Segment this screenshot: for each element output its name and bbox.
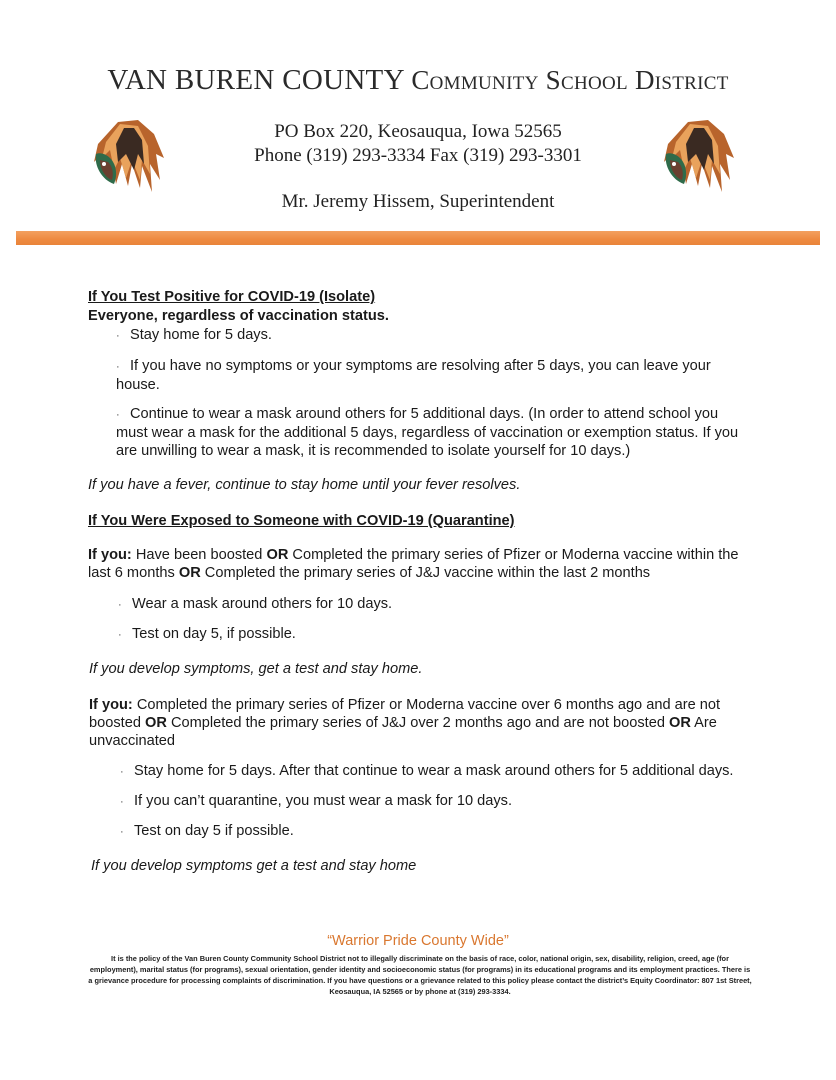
criteria-or: OR (178, 565, 201, 581)
criteria-or: OR (669, 715, 691, 731)
bullet-dot-icon: · (118, 599, 122, 611)
bullet-dot-icon: · (118, 629, 122, 641)
criteria-text: Completed the primary series of J&J vaccine within the last 2 months (200, 565, 651, 581)
fever-note: If you have a fever, continue to stay home until your fever resolves. (88, 477, 521, 493)
criteria-text: Completed the primary series of Pfizer or Moderna vaccine within the last 6 months (88, 547, 739, 581)
criteria-lead: If you: (89, 697, 133, 713)
district-title (0, 64, 836, 97)
list-item (116, 405, 752, 460)
warrior-head-icon (658, 114, 734, 196)
list-item (118, 595, 738, 614)
list-item (120, 792, 760, 811)
bullet-dot-icon: · (120, 766, 124, 778)
bullet-dot-icon: · (120, 796, 124, 808)
criteria-or: OR (145, 715, 167, 731)
positive-heading: If You Test Positive for COVID-19 (Isolate) (88, 289, 376, 305)
symptoms-note: If you develop symptoms get a test and stay home (91, 858, 417, 874)
district-phone-fax: Phone (319) 293-3334 Fax (319) 293-3301 (254, 145, 582, 166)
positive-subheading: Everyone, regardless of vaccination status. (88, 308, 389, 324)
bullet-dot-icon: · (120, 826, 124, 838)
superintendent-name: Mr. Jeremy Hissem, Superintendent (281, 191, 555, 212)
exposed-group2-criteria (89, 696, 753, 750)
list-item-text: Continue to wear a mask around others for 5 additional days. (In order to attend school you must wear a mask for the additional 5 days, regardless of vaccination or exemption status. If you are unwilling to wear a mask, it is recommended to isolate yourself for 10 days.) (116, 406, 739, 459)
criteria-lead: If you: (88, 547, 132, 563)
list-item-text: Stay home for 5 days. (130, 327, 272, 343)
list-item-text: Test on day 5 if possible. (134, 823, 294, 839)
list-item (120, 822, 760, 841)
exposed-heading: If You Were Exposed to Someone with COVID-19 (Quarantine) (88, 513, 515, 529)
list-item-text: Stay home for 5 days. After that continue to wear a mask around others for 5 additional days. (134, 763, 734, 779)
letterhead-divider-bar (16, 231, 820, 245)
criteria-text: Have been boosted (131, 547, 267, 563)
list-item-text: If you have no symptoms or your symptoms are resolving after 5 days, you can leave your house. (116, 358, 711, 393)
bullet-dot-icon: · (116, 361, 120, 373)
criteria-or: OR (266, 547, 289, 563)
list-item-text: If you can’t quarantine, you must wear a mask for 10 days. (134, 793, 513, 809)
criteria-text: Completed the primary series of J&J over 2 months ago and are not boosted (166, 715, 670, 731)
district-title-sub: Community School District (411, 65, 729, 95)
exposed-group1-criteria (88, 546, 752, 582)
nondiscrimination-policy: It is the policy of the Van Buren County Community School District not to illegally discriminate on the basis of race, color, national origin, sex, disability, religion, creed, age (for employment), marital status (for programs), sexual orientation, gender identity and socioeconomic status (for programs) in its educational programs and its employment practices. There is a grievance procedure for processing complaints of discrimination. If you have questions or a grievance related to this policy please contact the district’s Equity Coordinator: 807 1st Street, Keosauqua, IA 52565 or by phone at (319) 293-3334. (88, 954, 752, 996)
list-item (116, 357, 752, 394)
list-item-text: Test on day 5, if possible. (132, 626, 296, 642)
list-item (120, 762, 760, 781)
bullet-dot-icon: · (116, 330, 120, 342)
list-item-text: Wear a mask around others for 10 days. (132, 596, 393, 612)
symptoms-note: If you develop symptoms, get a test and stay home. (89, 661, 423, 677)
criteria-text: Are unvaccinated (89, 715, 717, 749)
list-item (118, 625, 738, 644)
warrior-head-icon (88, 114, 164, 196)
district-motto: “Warrior Pride County Wide” (327, 933, 509, 949)
bullet-dot-icon: · (116, 409, 120, 421)
criteria-text: Completed the primary series of Pfizer or Moderna vaccine over 6 months ago and are not boosted (89, 697, 721, 731)
district-address: PO Box 220, Keosauqua, Iowa 52565 (274, 121, 562, 142)
district-title-main: VAN BUREN COUNTY (107, 64, 404, 96)
list-item (116, 326, 756, 345)
